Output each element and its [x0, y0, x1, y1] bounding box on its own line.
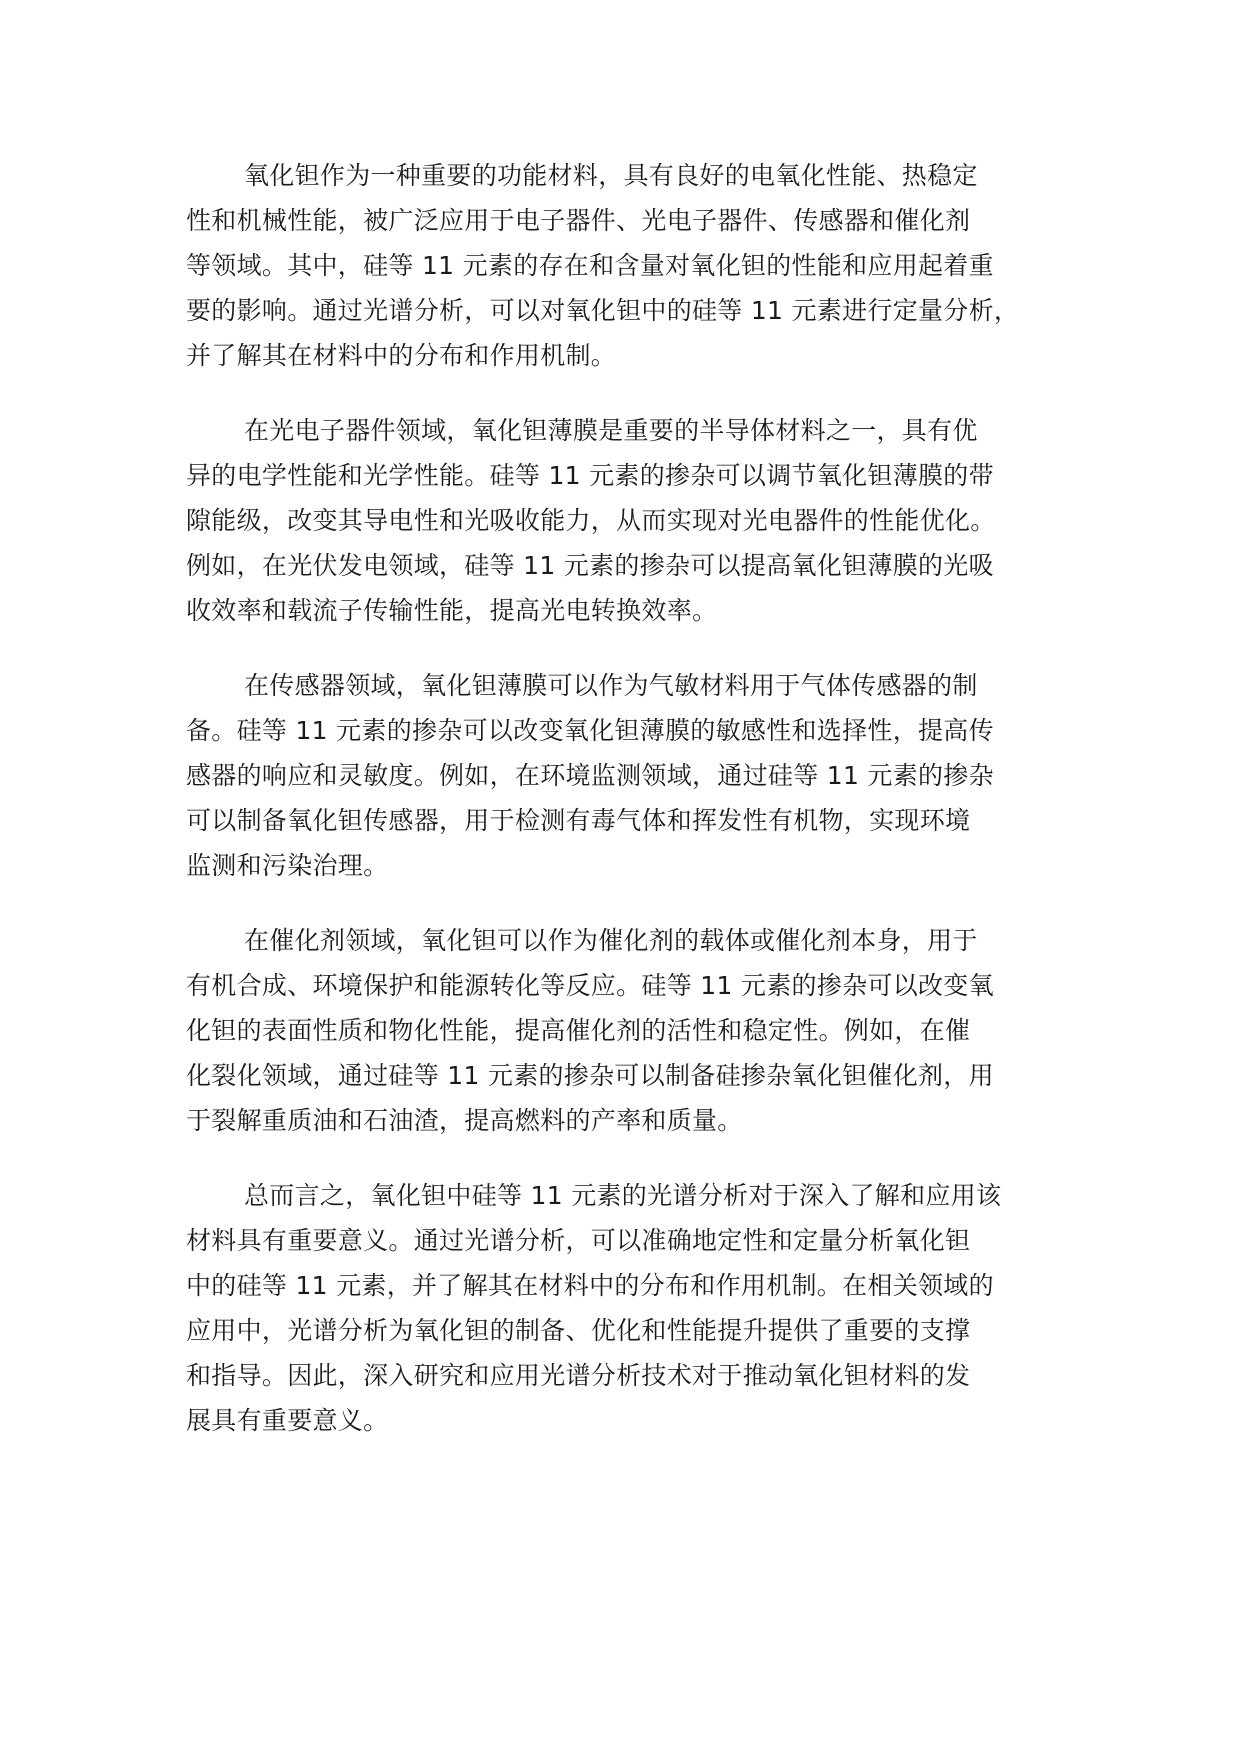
paragraph-conclusion: [186, 1173, 1076, 1443]
paragraph-line: 于裂解重质油和石油渣，提高燃料的产率和质量。: [186, 1106, 743, 1135]
document-body: [186, 153, 1076, 1473]
paragraph-intro: [186, 153, 1076, 378]
paragraph-line: 可以制备氧化钽传感器，用于检测有毒气体和挥发性有机物，实现环境: [186, 806, 971, 835]
paragraph-line: 总而言之，氧化钽中硅等 11 元素的光谱分析对于深入了解和应用该: [244, 1181, 1002, 1210]
paragraph-line: 性和机械性能，被广泛应用于电子器件、光电子器件、传感器和催化剂: [186, 206, 971, 235]
paragraph-line: 化钽的表面性质和物化性能，提高催化剂的活性和稳定性。例如，在催: [186, 1016, 971, 1045]
paragraph-line: 要的影响。通过光谱分析，可以对氧化钽中的硅等 11 元素进行定量分析，: [186, 296, 1020, 325]
paragraph-line: 和指导。因此，深入研究和应用光谱分析技术对于推动氧化钽材料的发: [186, 1361, 971, 1390]
paragraph-line: 并了解其在材料中的分布和作用机制。: [186, 341, 617, 370]
paragraph-line: 化裂化领域，通过硅等 11 元素的掺杂可以制备硅掺杂氧化钽催化剂，用: [186, 1061, 994, 1090]
paragraph-optoelectronics: [186, 408, 1076, 633]
paragraph-line: 在传感器领域，氧化钽薄膜可以作为气敏材料用于气体传感器的制: [244, 671, 978, 700]
paragraph-line: 应用中，光谱分析为氧化钽的制备、优化和性能提升提供了重要的支撑: [186, 1316, 971, 1345]
paragraph-line: 监测和污染治理。: [186, 851, 389, 880]
paragraph-line: 备。硅等 11 元素的掺杂可以改变氧化钽薄膜的敏感性和选择性，提高传: [186, 716, 994, 745]
paragraph-line: 隙能级，改变其导电性和光吸收能力，从而实现对光电器件的性能优化。: [186, 506, 996, 535]
paragraph-line: 等领域。其中，硅等 11 元素的存在和含量对氧化钽的性能和应用起着重: [186, 251, 994, 280]
paragraph-line: 异的电学性能和光学性能。硅等 11 元素的掺杂可以调节氧化钽薄膜的带: [186, 461, 994, 490]
paragraph-line: 例如，在光伏发电领域，硅等 11 元素的掺杂可以提高氧化钽薄膜的光吸: [186, 551, 994, 580]
paragraph-line: 氧化钽作为一种重要的功能材料，具有良好的电氧化性能、热稳定: [244, 161, 978, 190]
paragraph-line: 展具有重要意义。: [186, 1406, 389, 1435]
paragraph-sensors: [186, 663, 1076, 888]
paragraph-line: 中的硅等 11 元素，并了解其在材料中的分布和作用机制。在相关领域的: [186, 1271, 994, 1300]
paragraph-line: 材料具有重要意义。通过光谱分析，可以准确地定性和定量分析氧化钽: [186, 1226, 971, 1255]
paragraph-line: 感器的响应和灵敏度。例如，在环境监测领域，通过硅等 11 元素的掺杂: [186, 761, 994, 790]
paragraph-catalysts: [186, 918, 1076, 1143]
paragraph-line: 在光电子器件领域，氧化钽薄膜是重要的半导体材料之一，具有优: [244, 416, 978, 445]
paragraph-line: 收效率和载流子传输性能，提高光电转换效率。: [186, 596, 718, 625]
paragraph-line: 有机合成、环境保护和能源转化等反应。硅等 11 元素的掺杂可以改变氧: [186, 971, 994, 1000]
paragraph-line: 在催化剂领域，氧化钽可以作为催化剂的载体或催化剂本身，用于: [244, 926, 978, 955]
